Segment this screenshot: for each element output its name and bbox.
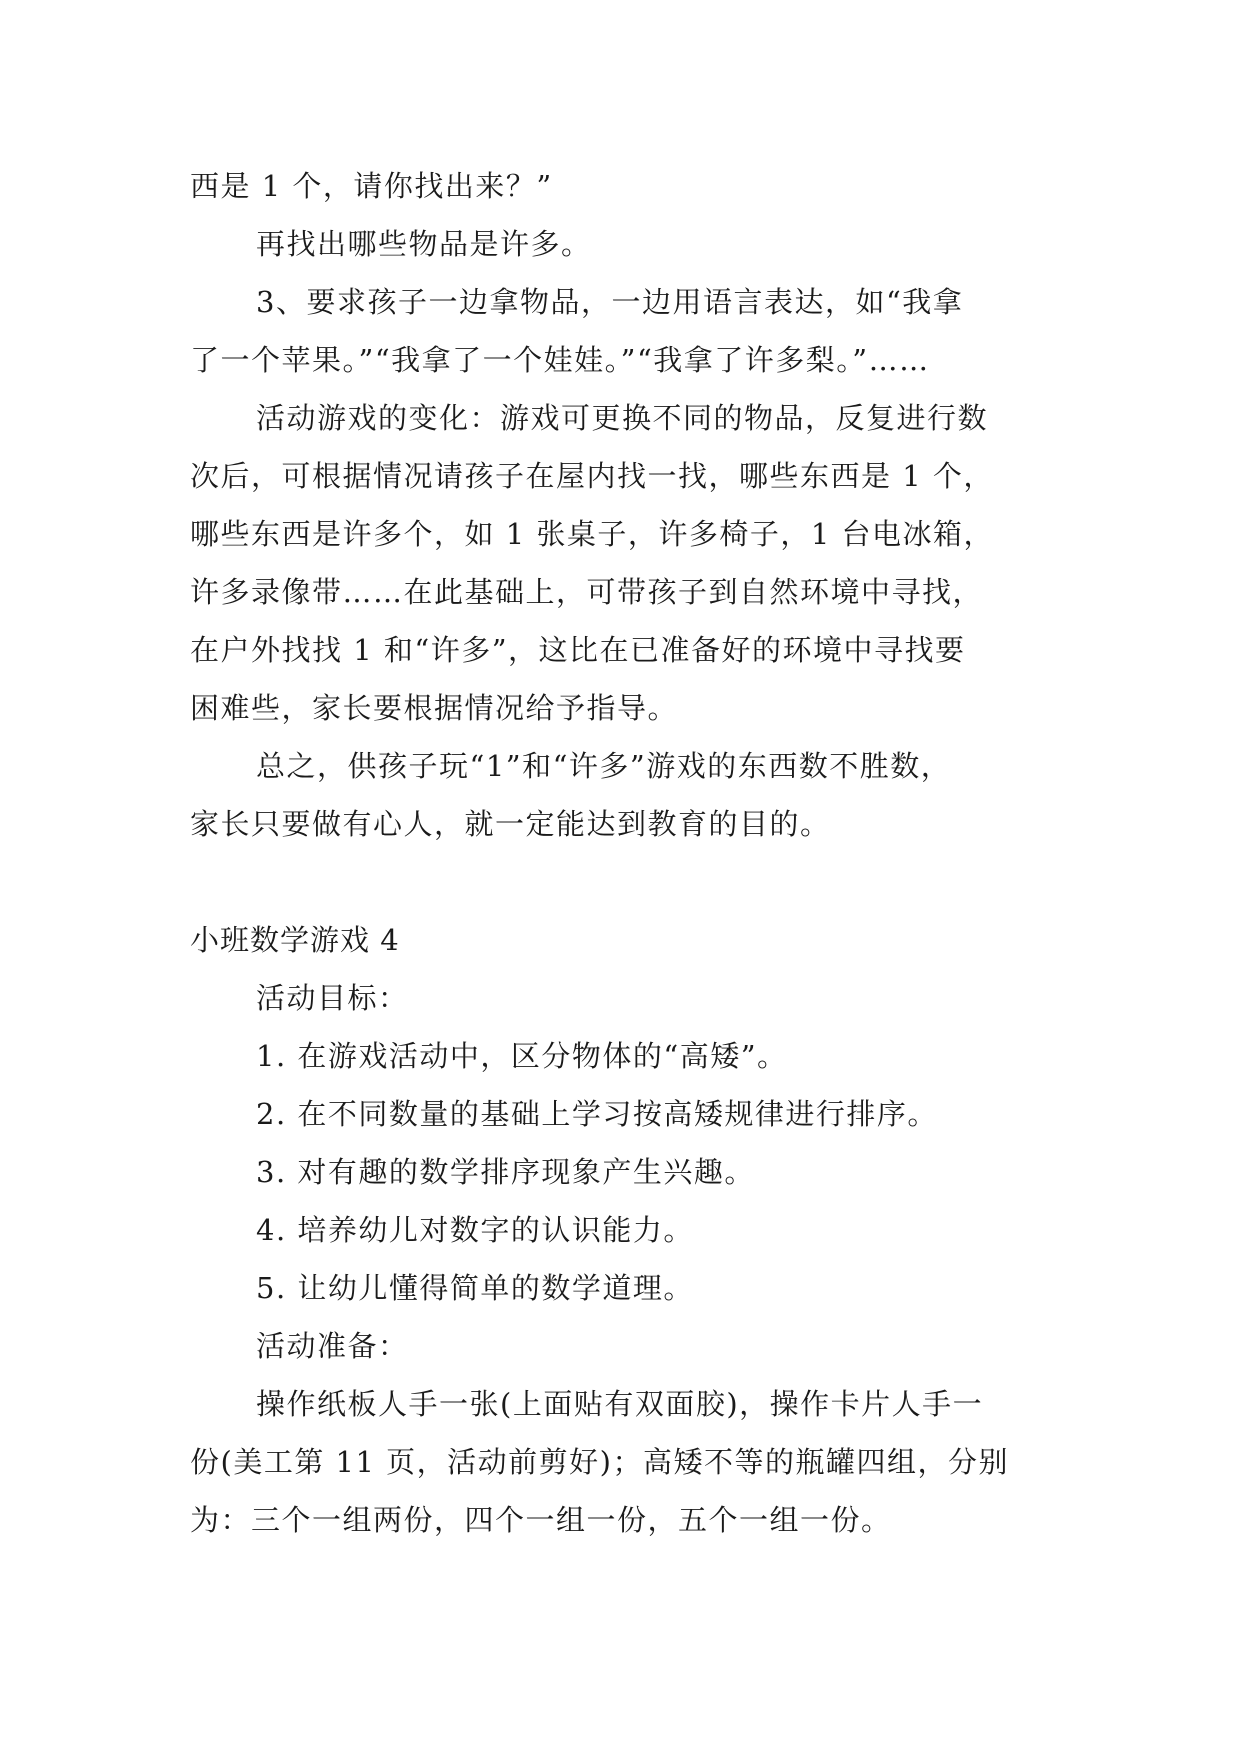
paragraph-line: 哪些东西是许多个，如 1 张桌子，许多椅子，1 台电冰箱， [190, 517, 995, 551]
list-item: 1. 在游戏活动中，区分物体的“高矮”。 [256, 1039, 788, 1073]
paragraph-line: 活动准备： [256, 1329, 409, 1363]
list-item: 2. 在不同数量的基础上学习按高矮规律进行排序。 [256, 1097, 938, 1131]
paragraph-line: 西是 1 个，请你找出来？” [190, 169, 553, 203]
paragraph-line: 总之，供孩子玩“1”和“许多”游戏的东西数不胜数， [256, 749, 952, 783]
paragraph-line: 次后，可根据情况请孩子在屋内找一找，哪些东西是 1 个， [190, 459, 994, 493]
list-item: 4. 培养幼儿对数字的认识能力。 [256, 1213, 694, 1247]
paragraph-line: 再找出哪些物品是许多。 [256, 227, 592, 261]
list-item: 3. 对有趣的数学排序现象产生兴趣。 [256, 1155, 755, 1189]
paragraph-line: 家长只要做有心人，就一定能达到教育的目的。 [190, 807, 831, 841]
paragraph-line: 许多录像带……在此基础上，可带孩子到自然环境中寻找， [190, 575, 984, 609]
paragraph-line: 为：三个一组两份，四个一组一份，五个一组一份。 [190, 1503, 892, 1537]
paragraph-line: 份(美工第 11 页，活动前剪好)；高矮不等的瓶罐四组，分别 [190, 1445, 1009, 1479]
paragraph-line: 活动游戏的变化：游戏可更换不同的物品，反复进行数 [256, 401, 989, 435]
paragraph-line: 3、要求孩子一边拿物品，一边用语言表达，如“我拿 [256, 285, 964, 319]
paragraph-line: 在户外找找 1 和“许多”，这比在已准备好的环境中寻找要 [190, 633, 966, 667]
paragraph-line: 困难些，家长要根据情况给予指导。 [190, 691, 679, 725]
list-item: 5. 让幼儿懂得简单的数学道理。 [256, 1271, 694, 1305]
paragraph-line: 操作纸板人手一张(上面贴有双面胶)，操作卡片人手一 [256, 1387, 984, 1421]
paragraph-line: 活动目标： [256, 981, 409, 1015]
paragraph-line: 了一个苹果。”“我拿了一个娃娃。”“我拿了许多梨。”…… [190, 343, 930, 377]
section-title: 小班数学游戏 4 [190, 923, 400, 957]
